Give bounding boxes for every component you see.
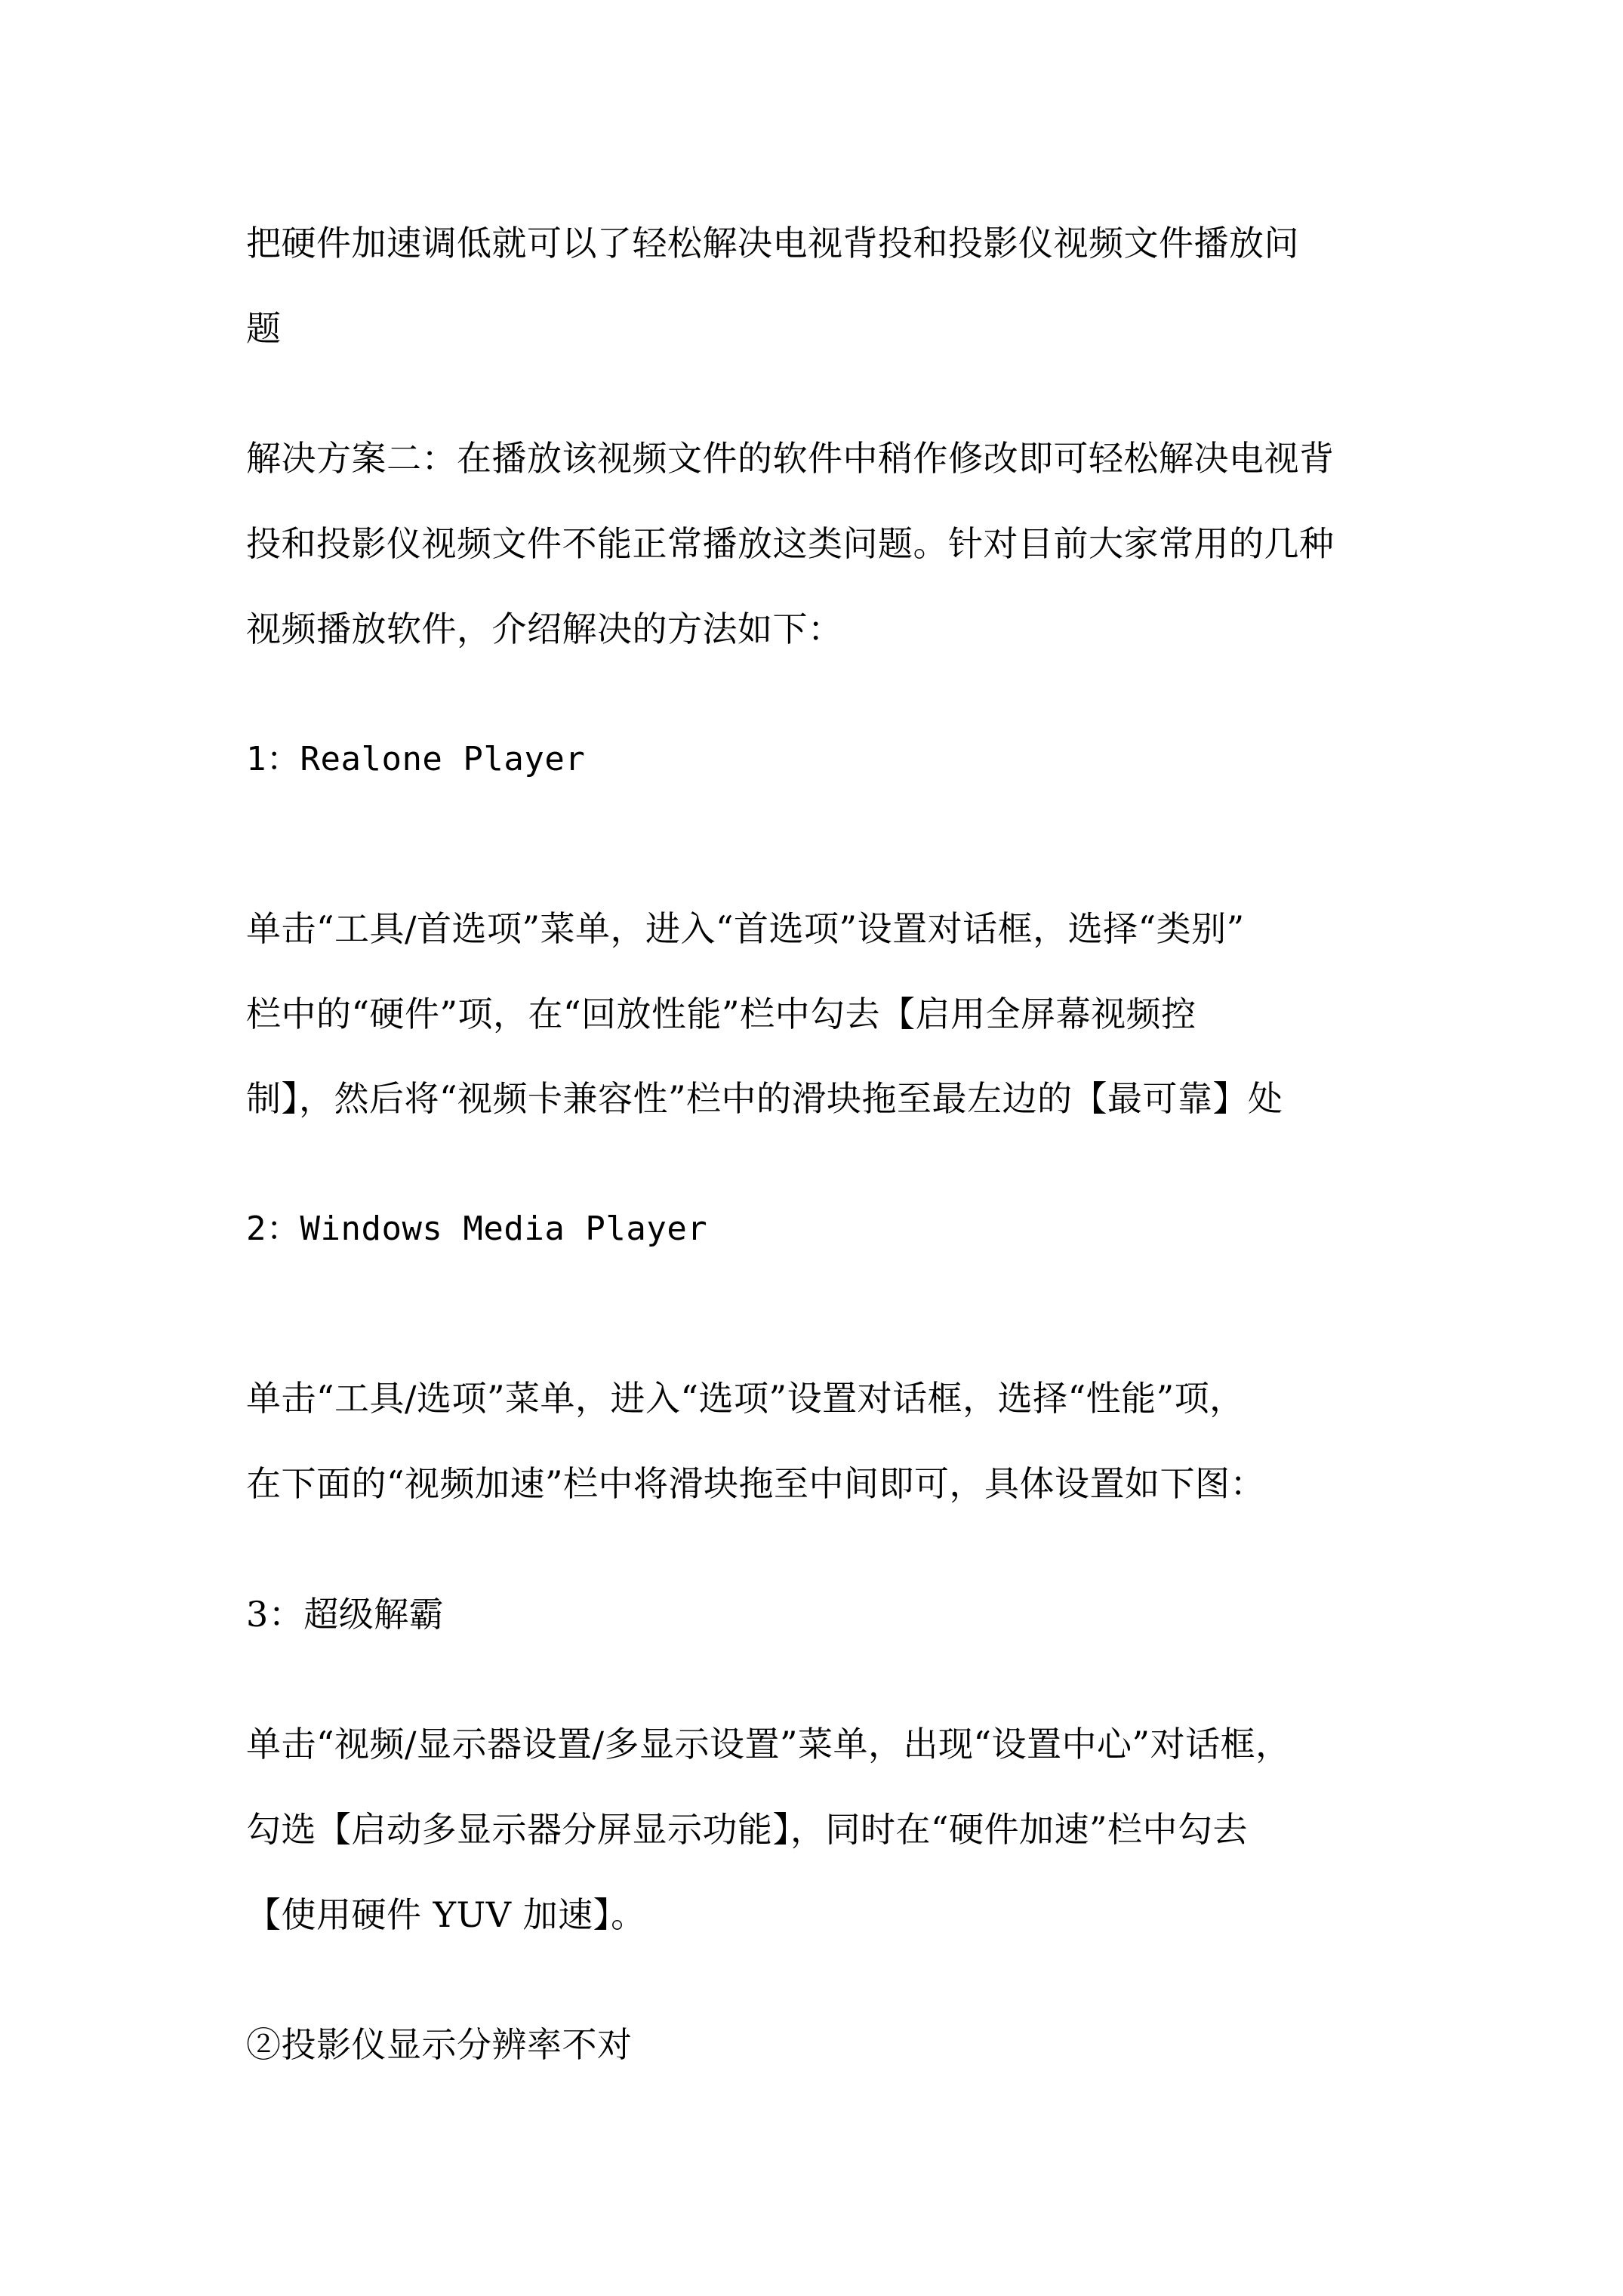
section-heading: 2：Windows Media Player (246, 1210, 708, 1248)
section-heading: 1：Realone Player (246, 740, 586, 778)
paragraph-line: 栏中的“硬件”项，在“回放性能”栏中勾去【启用全屏幕视频控 (246, 994, 1196, 1034)
paragraph-line: 【使用硬件 YUV 加速】。 (246, 1894, 646, 1935)
paragraph-line: 单击“工具/首选项”菜单，进入“首选项”设置对话框，选择“类别” (246, 908, 1245, 949)
paragraph-line: 制】，然后将“视频卡兼容性”栏中的滑块拖至最左边的【最可靠】处 (246, 1078, 1283, 1119)
paragraph-line: 把硬件加速调低就可以了轻松解决电视背投和投影仪视频文件播放问 (246, 223, 1299, 264)
paragraph-line: 在下面的“视频加速”栏中将滑块拖至中间即可，具体设置如下图： (246, 1463, 1266, 1504)
paragraph-line: 投和投影仪视频文件不能正常播放这类问题。针对目前大家常用的几种 (246, 523, 1335, 564)
paragraph-line: 视频播放软件，介绍解决的方法如下： (246, 609, 843, 649)
paragraph-line: 解决方案二：在播放该视频文件的软件中稍作修改即可轻松解决电视背 (246, 438, 1335, 479)
section-heading: 3：超级解霸 (246, 1594, 445, 1635)
paragraph-line: 单击“工具/选项”菜单，进入“选项”设置对话框，选择“性能”项， (246, 1378, 1245, 1419)
section-heading: ②投影仪显示分辨率不对 (246, 2024, 633, 2065)
paragraph-line: 勾选【启动多显示器分屏显示功能】，同时在“硬件加速”栏中勾去 (246, 1809, 1249, 1850)
paragraph-line: 题 (246, 308, 282, 349)
paragraph-line: 单击“视频/显示器设置/多显示设置”菜单，出现“设置中心”对话框， (246, 1724, 1291, 1764)
